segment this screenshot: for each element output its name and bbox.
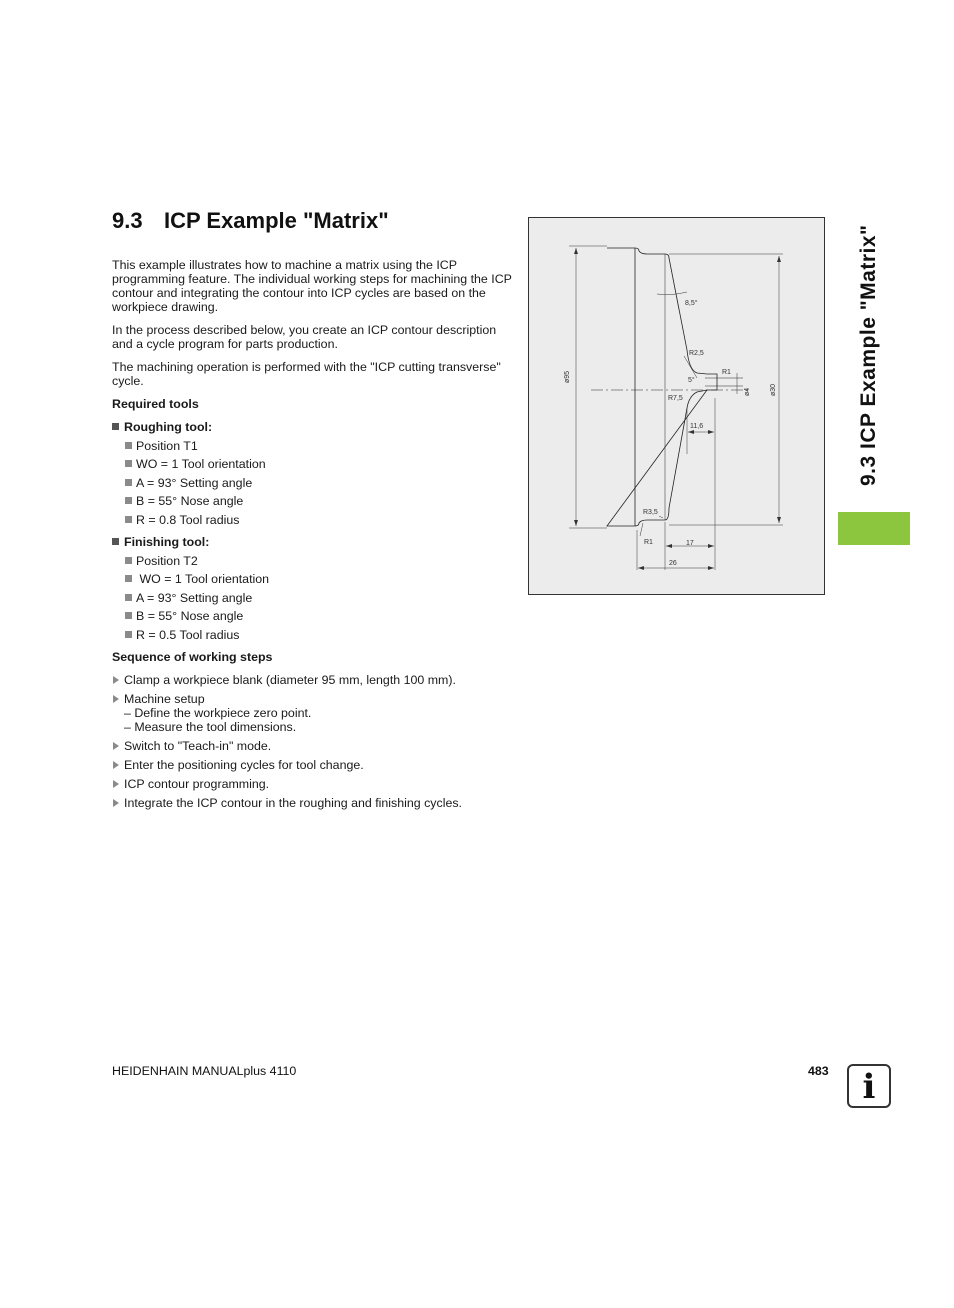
step-item: Clamp a workpiece blank (diameter 95 mm, length 100 mm).	[112, 673, 512, 687]
bullet-square-icon	[125, 557, 132, 564]
arrowhead	[638, 566, 644, 570]
workpiece-drawing-svg	[529, 218, 826, 596]
roughing-item: Position T1	[112, 439, 512, 453]
label-angle-5: 5°	[688, 377, 695, 384]
finishing-item: R = 0.5 Tool radius	[112, 628, 512, 642]
arrowhead	[777, 256, 781, 262]
step-item: Enter the positioning cycles for tool change.	[112, 758, 512, 772]
bullet-square-icon	[125, 575, 132, 582]
finishing-tool-label: Finishing tool:	[112, 535, 512, 549]
intro-paragraph-1: This example illustrates how to machine a matrix using the ICP programming feature. The individual working steps for machining the ICP contour and integrating the contour into ICP cycles are based on the workpiece drawing.	[112, 258, 512, 314]
bullet-square-icon	[112, 538, 119, 545]
bullet-square-icon	[125, 516, 132, 523]
page-number: 483	[808, 1064, 829, 1078]
bullet-square-icon	[125, 479, 132, 486]
arrow-right-icon	[113, 742, 119, 750]
arrow-right-icon	[113, 761, 119, 769]
step-item: ICP contour programming.	[112, 777, 512, 791]
label-r2-5: R2,5	[689, 350, 704, 357]
body-text	[112, 258, 512, 815]
label-r1-top: R1	[722, 369, 731, 376]
sequence-heading: Sequence of working steps	[112, 649, 273, 664]
finishing-item: A = 93° Setting angle	[112, 591, 512, 605]
roughing-item: A = 93° Setting angle	[112, 476, 512, 490]
arrowhead	[688, 430, 694, 434]
label-dia30: ø30	[770, 383, 777, 396]
part-outline	[607, 248, 707, 526]
radius-leader	[659, 516, 663, 518]
arrow-right-icon	[113, 695, 119, 703]
section-title-text: ICP Example "Matrix"	[164, 208, 389, 233]
arrowhead	[666, 544, 672, 548]
section-title	[112, 208, 389, 234]
angle-leader	[669, 258, 679, 310]
arrowhead	[708, 430, 714, 434]
bullet-square-icon	[125, 631, 132, 638]
label-17: 17	[686, 540, 694, 547]
roughing-item: WO = 1 Tool orientation	[112, 457, 512, 471]
bullet-square-icon	[125, 460, 132, 467]
roughing-tool-label: Roughing tool:	[112, 420, 512, 434]
roughing-item: B = 55° Nose angle	[112, 494, 512, 508]
label-26: 26	[669, 560, 677, 567]
arrowhead	[777, 517, 781, 523]
bullet-square-icon	[125, 442, 132, 449]
step-item: Machine setup – Define the workpiece zero point. – Measure the tool dimensions.	[112, 692, 512, 734]
bullet-square-icon	[125, 594, 132, 601]
finishing-item: B = 55° Nose angle	[112, 609, 512, 623]
chapter-tab	[838, 512, 910, 545]
section-number: 9.3	[112, 208, 143, 233]
info-icon-glyph: i	[862, 1067, 876, 1107]
label-11-6: 11,6	[690, 423, 704, 430]
step-subitem: – Measure the tool dimensions.	[124, 719, 297, 734]
arrowhead	[708, 544, 714, 548]
side-section-title	[856, 224, 880, 490]
intro-paragraph-3: The machining operation is performed with the "ICP cutting transverse" cycle.	[112, 360, 501, 388]
finishing-item: WO = 1 Tool orientation	[112, 572, 512, 586]
roughing-item: R = 0.8 Tool radius	[112, 513, 512, 527]
label-r3-5: R3,5	[643, 509, 658, 516]
arrowhead	[574, 248, 578, 254]
label-dia95: ø95	[564, 370, 571, 383]
step-item: Integrate the ICP contour in the roughing and finishing cycles.	[112, 796, 512, 810]
workpiece-drawing	[528, 217, 825, 595]
radius-leader	[684, 356, 697, 378]
arrow-right-icon	[113, 780, 119, 788]
label-angle-8-5: 8,5°	[685, 300, 698, 307]
footer-product: HEIDENHAIN MANUALplus 4110	[112, 1064, 297, 1078]
side-title-text: 9.3 ICP Example "Matrix"	[857, 224, 880, 486]
finishing-item: Position T2	[112, 554, 512, 568]
label-dia4: ø4	[744, 387, 751, 396]
bullet-square-icon	[125, 612, 132, 619]
info-icon	[847, 1064, 891, 1108]
bore-outline	[707, 374, 717, 390]
arrowhead	[574, 520, 578, 526]
angle-arc-8-5	[657, 292, 687, 295]
label-r7-5: R7,5	[668, 395, 683, 402]
bullet-square-icon	[125, 497, 132, 504]
step-item: Switch to "Teach-in" mode.	[112, 739, 512, 753]
radius-leader	[640, 523, 643, 536]
arrow-right-icon	[113, 676, 119, 684]
bullet-square-icon	[112, 423, 119, 430]
step-subitem: – Define the workpiece zero point.	[124, 705, 312, 720]
intro-paragraph-2: In the process described below, you create an ICP contour description and a cycle program for parts production.	[112, 323, 497, 351]
arrow-right-icon	[113, 799, 119, 807]
required-tools-heading: Required tools	[112, 397, 199, 411]
arrowhead	[708, 566, 714, 570]
label-r1-bottom: R1	[644, 539, 653, 546]
